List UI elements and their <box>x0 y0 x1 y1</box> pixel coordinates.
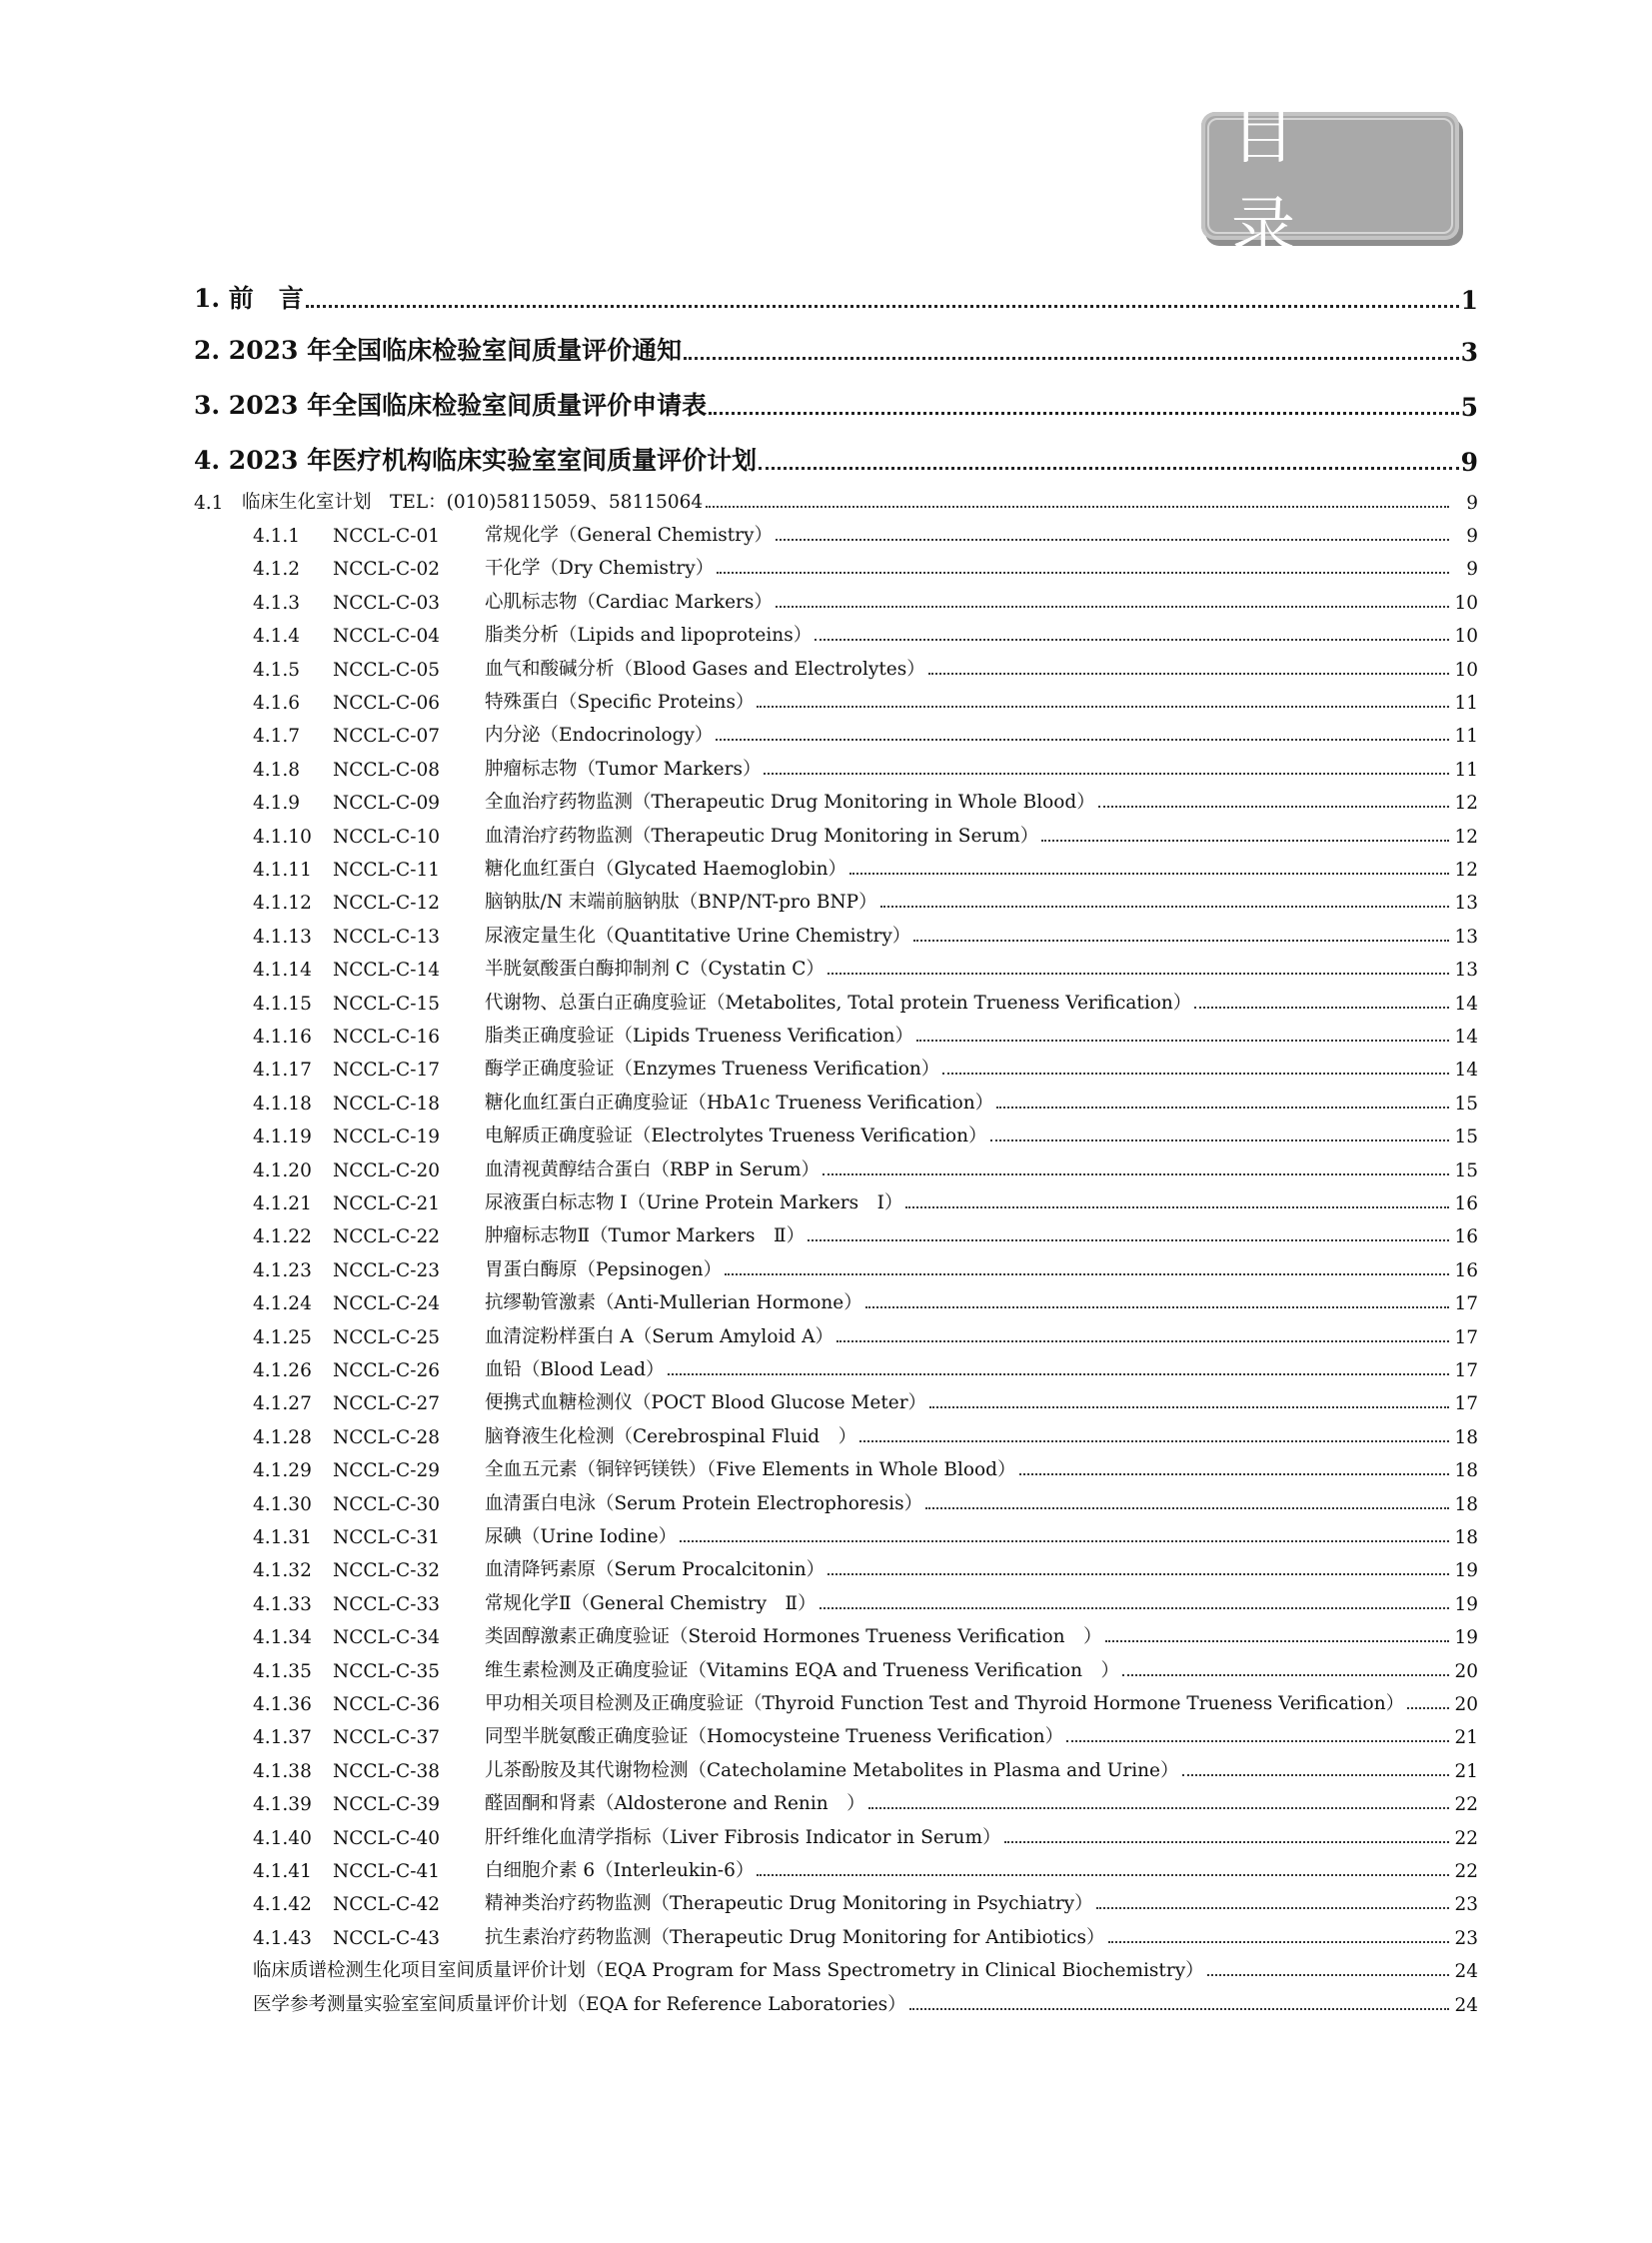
toc-item-entry[interactable] <box>253 953 1478 981</box>
toc-entry-label: 脂类分析（Lipids and lipoproteins） <box>485 625 813 647</box>
toc-item-code: NCCL-C-22 <box>333 1226 440 1248</box>
leader-dots <box>776 606 1449 608</box>
toc-entry-label: 血铅（Blood Lead） <box>485 1359 665 1380</box>
toc-item-entry[interactable] <box>253 719 1478 747</box>
toc-item-code: NCCL-C-21 <box>333 1193 440 1214</box>
toc-item-code: NCCL-C-32 <box>333 1560 440 1582</box>
toc-item-entry[interactable] <box>253 686 1478 714</box>
toc-item-number: 4.1.36 <box>253 1694 312 1715</box>
toc-entry-label: 糖化血红蛋白正确度验证（HbA1c Trueness Verification） <box>485 1092 994 1114</box>
toc-page-number: 3 <box>1460 338 1478 367</box>
toc-page-number: 18 <box>1454 1527 1478 1548</box>
toc-page-number: 9 <box>1466 493 1478 514</box>
toc-item-entry[interactable] <box>253 1087 1478 1115</box>
toc-item-code: NCCL-C-20 <box>333 1159 440 1181</box>
toc-page-number: 19 <box>1454 1560 1478 1582</box>
toc-item-code: NCCL-C-26 <box>333 1360 440 1381</box>
toc-item-entry[interactable] <box>253 1787 1478 1815</box>
toc-item-code: NCCL-C-17 <box>333 1060 440 1082</box>
toc-item-code: NCCL-C-18 <box>333 1093 440 1115</box>
toc-item-code: NCCL-C-12 <box>333 893 440 915</box>
toc-page-number: 16 <box>1454 1259 1478 1281</box>
leader-dots <box>1108 1941 1449 1943</box>
toc-page-number: 16 <box>1454 1193 1478 1214</box>
toc-item-code: NCCL-C-04 <box>333 626 440 648</box>
toc-item-number: 4.1.32 <box>253 1560 312 1582</box>
toc-item-number: 4.1.17 <box>253 1060 312 1082</box>
toc-item-entry[interactable] <box>253 853 1478 881</box>
leader-dots <box>827 1573 1449 1575</box>
toc-entry-label: 常规化学Ⅱ（General Chemistry Ⅱ） <box>485 1592 817 1614</box>
toc-item-number: 4.1.4 <box>253 626 301 648</box>
toc-entry-label: 胃蛋白酶原（Pepsinogen） <box>485 1258 723 1280</box>
toc-plan-entry[interactable] <box>253 1988 1478 2016</box>
toc-item-entry[interactable] <box>253 519 1478 547</box>
toc-item-number: 4.1.16 <box>253 1027 312 1048</box>
toc-item-number: 4.1.33 <box>253 1593 312 1615</box>
toc-entry-label: 半胱氨酸蛋白酶抑制剂 C（Cystatin C） <box>485 959 825 981</box>
toc-item-code: NCCL-C-31 <box>333 1527 440 1548</box>
toc-entry-label: 血清治疗药物监测（Therapeutic Drug Monitoring in Serum） <box>485 825 1039 847</box>
leader-dots <box>668 1373 1449 1375</box>
toc-entry-label: 代谢物、总蛋白正确度验证（Metabolites, Total protein Trueness Verification） <box>485 992 1192 1014</box>
toc-item-number: 4.1.34 <box>253 1627 312 1649</box>
toc-page-number: 20 <box>1454 1694 1478 1715</box>
toc-item-code: NCCL-C-28 <box>333 1426 440 1448</box>
leader-dots <box>1122 1674 1449 1676</box>
leader-dots <box>1194 1007 1449 1009</box>
toc-item-entry[interactable] <box>253 1620 1478 1648</box>
toc-item-entry[interactable] <box>253 1353 1478 1381</box>
toc-item-entry[interactable] <box>253 1420 1478 1448</box>
toc-entry-label: 肝纤维化血清学指标（Liver Fibrosis Indicator in Serum） <box>485 1826 1001 1848</box>
toc-page-number: 9 <box>1466 559 1478 581</box>
toc-entry-label: 心肌标志物（Cardiac Markers） <box>485 591 773 613</box>
leader-dots <box>996 1107 1449 1109</box>
leader-dots <box>757 1874 1449 1876</box>
toc-entry-label: 4. 2023 年医疗机构临床实验室室间质量评价计划 <box>194 446 758 475</box>
toc-item-code: NCCL-C-34 <box>333 1627 440 1649</box>
leader-dots <box>1096 1907 1449 1909</box>
toc-item-entry[interactable] <box>253 1320 1478 1348</box>
toc-page-number: 22 <box>1454 1861 1478 1882</box>
toc-item-number: 4.1.1 <box>253 526 301 547</box>
toc-page-number: 24 <box>1454 1994 1478 2016</box>
toc-main-entry[interactable] <box>194 275 1478 315</box>
toc-item-entry[interactable] <box>253 920 1478 948</box>
toc-item-entry[interactable] <box>253 1553 1478 1581</box>
leader-dots <box>1066 1740 1449 1742</box>
toc-page-number: 15 <box>1454 1093 1478 1115</box>
toc-item-code: NCCL-C-43 <box>333 1927 440 1949</box>
toc-entry-label: 肿瘤标志物（Tumor Markers） <box>485 758 762 780</box>
toc-item-number: 4.1.18 <box>253 1093 312 1115</box>
leader-dots <box>1207 1974 1449 1976</box>
toc-item-entry[interactable] <box>253 1253 1478 1281</box>
toc-item-code: NCCL-C-35 <box>333 1660 440 1682</box>
toc-item-code: NCCL-C-09 <box>333 793 440 815</box>
toc-item-code: NCCL-C-19 <box>333 1126 440 1148</box>
toc-item-number: 4.1.7 <box>253 726 301 748</box>
toc-item-entry[interactable] <box>253 1587 1478 1615</box>
leader-dots <box>942 1073 1449 1075</box>
toc-page-number: 10 <box>1454 659 1478 681</box>
leader-dots <box>1041 840 1449 842</box>
toc-item-number: 4.1.27 <box>253 1393 312 1415</box>
toc-item-number: 4.1.2 <box>253 559 301 581</box>
leader-dots <box>823 1173 1449 1175</box>
toc-item-number: 4.1.38 <box>253 1760 312 1782</box>
toc-item-entry[interactable] <box>253 1487 1478 1515</box>
toc-item-number: 4.1.22 <box>253 1226 312 1248</box>
toc-page-number: 11 <box>1454 693 1478 714</box>
toc-page-number: 9 <box>1460 448 1478 477</box>
toc-entry-label: 甲功相关项目检测及正确度验证（Thyroid Function Test and Thyroid Hormone Trueness Verification） <box>485 1693 1405 1714</box>
leader-dots <box>913 940 1449 942</box>
leader-dots <box>717 572 1449 574</box>
toc-entry-label: 酶学正确度验证（Enzymes Trueness Verification） <box>485 1059 940 1081</box>
toc-item-code: NCCL-C-10 <box>333 826 440 848</box>
toc-page-number: 15 <box>1454 1126 1478 1148</box>
toc-entry-label: 全血治疗药物监测（Therapeutic Drug Monitoring in Whole Blood） <box>485 792 1095 814</box>
toc-page-number: 23 <box>1454 1894 1478 1916</box>
toc-item-code: NCCL-C-40 <box>333 1827 440 1849</box>
leader-dots <box>1098 806 1449 808</box>
leader-dots <box>1019 1473 1449 1475</box>
leader-dots <box>836 1340 1449 1342</box>
toc-page-number: 13 <box>1454 926 1478 948</box>
toc-entry-label: 醛固酮和肾素（Aldosterone and Renin ） <box>485 1793 865 1815</box>
toc-item-code: NCCL-C-41 <box>333 1861 440 1882</box>
toc-item-entry[interactable] <box>253 1186 1478 1214</box>
toc-item-entry[interactable] <box>253 1821 1478 1849</box>
toc-item-number: 4.1.28 <box>253 1426 312 1448</box>
toc-item-number: 4.1.3 <box>253 592 301 614</box>
toc-entry-label: 电解质正确度验证（Electrolytes Trueness Verification） <box>485 1125 987 1147</box>
toc-item-number: 4.1.15 <box>253 993 312 1015</box>
toc-page-number: 21 <box>1454 1760 1478 1782</box>
leader-dots <box>1004 1841 1450 1843</box>
toc-page-number: 20 <box>1454 1660 1478 1682</box>
toc-item-number: 4.1.12 <box>253 893 312 915</box>
toc-item-number: 4.1.42 <box>253 1894 312 1916</box>
toc-page-number: 14 <box>1454 1060 1478 1082</box>
toc-item-code: NCCL-C-07 <box>333 726 440 748</box>
toc-page-number: 18 <box>1454 1493 1478 1515</box>
toc-page-number: 14 <box>1454 1027 1478 1048</box>
toc-item-number: 4.1.39 <box>253 1794 312 1816</box>
toc-page-number: 18 <box>1454 1460 1478 1482</box>
toc-item-entry[interactable] <box>253 1720 1478 1748</box>
toc-item-code: NCCL-C-11 <box>333 860 440 881</box>
contents-title-box <box>1201 99 1459 265</box>
toc-item-number: 4.1.11 <box>253 860 312 881</box>
toc-entry-label: 肿瘤标志物Ⅱ（Tumor Markers Ⅱ） <box>485 1225 806 1247</box>
toc-page-number: 12 <box>1454 826 1478 848</box>
toc-item-entry[interactable] <box>253 1386 1478 1414</box>
toc-page-number: 23 <box>1454 1927 1478 1949</box>
leader-dots <box>757 706 1449 708</box>
leader-dots <box>306 305 1459 308</box>
toc-entry-label: 血清淀粉样蛋白 A（Serum Amyloid A） <box>485 1325 833 1347</box>
toc-item-code: NCCL-C-05 <box>333 659 440 681</box>
toc-item-code: NCCL-C-24 <box>333 1293 440 1315</box>
toc-entry-label: 脑脊液生化检测（Cerebrospinal Fluid ） <box>485 1425 857 1447</box>
leader-dots <box>725 1273 1449 1275</box>
toc-item-number: 4.1.30 <box>253 1493 312 1515</box>
toc-entry-label: 尿碘（Urine Iodine） <box>485 1526 678 1547</box>
toc-item-code: NCCL-C-16 <box>333 1027 440 1048</box>
toc-page-number: 18 <box>1454 1426 1478 1448</box>
leader-dots <box>820 1607 1449 1609</box>
toc-item-number: 4.1.13 <box>253 926 312 948</box>
leader-dots <box>776 539 1449 541</box>
toc-plan-entry[interactable] <box>253 1954 1478 1982</box>
leader-dots <box>865 1306 1449 1308</box>
toc-item-number: 4.1.43 <box>253 1927 312 1949</box>
toc-item-number: 4.1.37 <box>253 1727 312 1749</box>
leader-dots <box>916 1040 1449 1042</box>
toc-item-number: 4.1.24 <box>253 1293 312 1315</box>
toc-page-number: 22 <box>1454 1827 1478 1849</box>
toc-page-number: 24 <box>1454 1961 1478 1983</box>
toc-entry-label: 尿液定量生化（Quantitative Urine Chemistry） <box>485 925 911 947</box>
toc-item-entry[interactable] <box>253 1520 1478 1548</box>
toc-item-entry[interactable] <box>253 552 1478 580</box>
toc-entry-label: 全血五元素（铜锌钙镁铁）（Five Elements in Whole Blood） <box>485 1459 1016 1481</box>
toc-item-code: NCCL-C-29 <box>333 1460 440 1482</box>
toc-entry-label: 脑钠肽/N 末端前脑钠肽（BNP/NT-pro BNP） <box>485 892 877 914</box>
toc-entry-label: 2. 2023 年全国临床检验室间质量评价通知 <box>194 336 683 365</box>
toc-page-number: 14 <box>1454 993 1478 1015</box>
leader-dots <box>808 1239 1449 1241</box>
leader-dots <box>680 1540 1449 1542</box>
toc-entry-label: 临床质谱检测生化项目室间质量评价计划（EQA Program for Mass Spectrometry in Clinical Biochemistry） <box>253 1960 1204 1982</box>
toc-page-number: 13 <box>1454 960 1478 982</box>
toc-item-entry[interactable] <box>253 886 1478 914</box>
leader-dots <box>684 357 1459 360</box>
toc-entry-label: 1. 前 言 <box>194 284 304 313</box>
toc-entry-label: 类固醇激素正确度验证（Steroid Hormones Trueness Verification ） <box>485 1626 1102 1648</box>
toc-item-code: NCCL-C-42 <box>333 1894 440 1916</box>
toc-page-number: 17 <box>1454 1393 1478 1415</box>
toc-item-number: 4.1.20 <box>253 1159 312 1181</box>
toc-entry-label: 抗生素治疗药物监测（Therapeutic Drug Monitoring for Antibiotics） <box>485 1926 1105 1948</box>
toc-section-number: 4.1 <box>194 493 224 514</box>
toc-item-code: NCCL-C-37 <box>333 1727 440 1749</box>
toc-page-number: 17 <box>1454 1360 1478 1381</box>
toc-item-number: 4.1.10 <box>253 826 312 848</box>
toc-item-entry[interactable] <box>253 1120 1478 1147</box>
toc-item-entry[interactable] <box>253 653 1478 681</box>
toc-entry-label: 便携式血糖检测仪（POCT Blood Glucose Meter） <box>485 1392 927 1414</box>
leader-dots <box>827 973 1449 975</box>
toc-page-number: 10 <box>1454 592 1478 614</box>
toc-entry-label: 白细胞介素 6（Interleukin-6） <box>485 1860 755 1881</box>
toc-entry-label: 干化学（Dry Chemistry） <box>485 558 715 580</box>
toc-item-number: 4.1.14 <box>253 960 312 982</box>
toc-page-number: 21 <box>1454 1727 1478 1749</box>
toc-main-entry[interactable] <box>194 437 1478 477</box>
toc-item-entry[interactable] <box>253 1219 1478 1247</box>
leader-dots <box>706 506 1449 508</box>
toc-entry-label: 维生素检测及正确度验证（Vitamins EQA and Trueness Verification ） <box>485 1659 1120 1681</box>
toc-item-entry[interactable] <box>253 820 1478 848</box>
leader-dots <box>990 1139 1449 1141</box>
toc-item-entry[interactable] <box>253 1053 1478 1081</box>
toc-item-number: 4.1.41 <box>253 1861 312 1882</box>
toc-page-number: 10 <box>1454 626 1478 648</box>
leader-dots <box>709 412 1459 415</box>
toc-page-number: 19 <box>1454 1627 1478 1649</box>
toc-entry-label: 常规化学（General Chemistry） <box>485 525 773 546</box>
toc-item-code: NCCL-C-23 <box>333 1259 440 1281</box>
toc-item-number: 4.1.8 <box>253 759 301 781</box>
toc-entry-label: 特殊蛋白（Specific Proteins） <box>485 692 755 713</box>
toc-item-code: NCCL-C-15 <box>333 993 440 1015</box>
toc-entry-label: 抗缪勒管激素（Anti-Mullerian Hormone） <box>485 1292 862 1314</box>
leader-dots <box>868 1807 1449 1809</box>
toc-item-code: NCCL-C-38 <box>333 1760 440 1782</box>
toc-item-entry[interactable] <box>253 586 1478 614</box>
toc-page-number: 1 <box>1460 286 1478 315</box>
toc-page-number: 19 <box>1454 1593 1478 1615</box>
toc-page-number: 11 <box>1454 726 1478 748</box>
toc-section-entry[interactable] <box>194 486 1478 514</box>
toc-entry-label: 血清降钙素原（Serum Procalcitonin） <box>485 1559 826 1581</box>
toc-entry-label: 尿液蛋白标志物 Ⅰ（Urine Protein Markers Ⅰ） <box>485 1192 903 1213</box>
leader-dots <box>1105 1640 1450 1642</box>
toc-item-code: NCCL-C-27 <box>333 1393 440 1415</box>
leader-dots <box>815 639 1449 641</box>
toc-item-entry[interactable] <box>253 1887 1478 1915</box>
toc-main-entry[interactable] <box>194 382 1478 422</box>
toc-item-entry[interactable] <box>253 1854 1478 1882</box>
leader-dots <box>859 1440 1449 1442</box>
toc-item-code: NCCL-C-08 <box>333 759 440 781</box>
toc-item-entry[interactable] <box>253 1654 1478 1682</box>
toc-page-number: 13 <box>1454 893 1478 915</box>
toc-item-code: NCCL-C-06 <box>333 693 440 714</box>
toc-page-number: 22 <box>1454 1794 1478 1816</box>
toc-item-code: NCCL-C-25 <box>333 1326 440 1348</box>
leader-dots <box>925 1507 1449 1509</box>
toc-item-number: 4.1.19 <box>253 1126 312 1148</box>
toc-item-code: NCCL-C-30 <box>333 1493 440 1515</box>
toc-item-code: NCCL-C-03 <box>333 592 440 614</box>
toc-item-entry[interactable] <box>253 753 1478 781</box>
toc-item-code: NCCL-C-39 <box>333 1794 440 1816</box>
toc-item-number: 4.1.35 <box>253 1660 312 1682</box>
toc-entry-label: 糖化血红蛋白（Glycated Haemoglobin） <box>485 859 847 880</box>
toc-entry-label: 临床生化室计划 TEL：(010)58115059、58115064 <box>242 492 704 513</box>
toc-item-entry[interactable] <box>253 786 1478 814</box>
toc-item-code: NCCL-C-13 <box>333 926 440 948</box>
toc-page-number: 12 <box>1454 793 1478 815</box>
leader-dots <box>909 2008 1449 2010</box>
toc-page-number: 15 <box>1454 1159 1478 1181</box>
toc-item-entry[interactable] <box>253 1153 1478 1181</box>
toc-entry-label: 3. 2023 年全国临床检验室间质量评价申请表 <box>194 391 708 420</box>
toc-entry-label: 内分泌（Endocrinology） <box>485 725 714 747</box>
toc-page-number: 17 <box>1454 1293 1478 1315</box>
toc-page-number: 12 <box>1454 860 1478 881</box>
toc-page-number: 16 <box>1454 1226 1478 1248</box>
toc-entry-label: 血清视黄醇结合蛋白（RBP in Serum） <box>485 1158 820 1180</box>
toc-item-code: NCCL-C-01 <box>333 526 440 547</box>
toc-item-entry[interactable] <box>253 1286 1478 1314</box>
toc-entry-label: 脂类正确度验证（Lipids Trueness Verification） <box>485 1026 913 1047</box>
toc-page-number: 5 <box>1460 393 1478 422</box>
toc-item-number: 4.1.9 <box>253 793 301 815</box>
toc-entry-label: 同型半胱氨酸正确度验证（Homocysteine Trueness Verification） <box>485 1726 1064 1748</box>
toc-item-entry[interactable] <box>253 987 1478 1015</box>
leader-dots <box>1182 1774 1450 1776</box>
toc-item-entry[interactable] <box>253 1754 1478 1782</box>
toc-item-code: NCCL-C-36 <box>333 1694 440 1715</box>
contents-title: 目 录 <box>1231 99 1325 265</box>
toc-item-number: 4.1.6 <box>253 693 301 714</box>
leader-dots <box>849 873 1449 875</box>
toc-entry-label: 血清蛋白电泳（Serum Protein Electrophoresis） <box>485 1492 923 1514</box>
toc-item-number: 4.1.25 <box>253 1326 312 1348</box>
toc-entry-label: 医学参考测量实验室室间质量评价计划（EQA for Reference Laboratories） <box>253 1993 906 2015</box>
toc-item-entry[interactable] <box>253 1020 1478 1048</box>
toc-item-number: 4.1.31 <box>253 1527 312 1548</box>
toc-item-code: NCCL-C-02 <box>333 559 440 581</box>
toc-item-entry[interactable] <box>253 619 1478 647</box>
toc-page-number: 17 <box>1454 1326 1478 1348</box>
leader-dots <box>929 1406 1449 1408</box>
toc-item-number: 4.1.5 <box>253 659 301 681</box>
toc-entry-label: 血气和酸碱分析（Blood Gases and Electrolytes） <box>485 658 925 680</box>
leader-dots <box>905 1206 1449 1208</box>
leader-dots <box>1407 1707 1449 1709</box>
leader-dots <box>759 467 1459 470</box>
toc-entry-label: 精神类治疗药物监测（Therapeutic Drug Monitoring in Psychiatry） <box>485 1893 1093 1915</box>
toc-main-entry[interactable] <box>194 327 1478 367</box>
leader-dots <box>880 906 1449 908</box>
toc-item-code: NCCL-C-33 <box>333 1593 440 1615</box>
toc-item-number: 4.1.21 <box>253 1193 312 1214</box>
toc-item-entry[interactable] <box>253 1687 1478 1715</box>
toc-entry-label: 儿茶酚胺及其代谢物检测（Catecholamine Metabolites in Plasma and Urine） <box>485 1759 1179 1781</box>
toc-item-entry[interactable] <box>253 1921 1478 1949</box>
toc-page-number: 11 <box>1454 759 1478 781</box>
leader-dots <box>716 739 1449 741</box>
toc-item-number: 4.1.29 <box>253 1460 312 1482</box>
toc-item-number: 4.1.26 <box>253 1360 312 1381</box>
leader-dots <box>928 673 1449 675</box>
toc-page-number: 9 <box>1466 526 1478 547</box>
toc-item-number: 4.1.23 <box>253 1259 312 1281</box>
toc-item-number: 4.1.40 <box>253 1827 312 1849</box>
toc-item-code: NCCL-C-14 <box>333 960 440 982</box>
leader-dots <box>764 773 1449 775</box>
toc-item-entry[interactable] <box>253 1453 1478 1481</box>
